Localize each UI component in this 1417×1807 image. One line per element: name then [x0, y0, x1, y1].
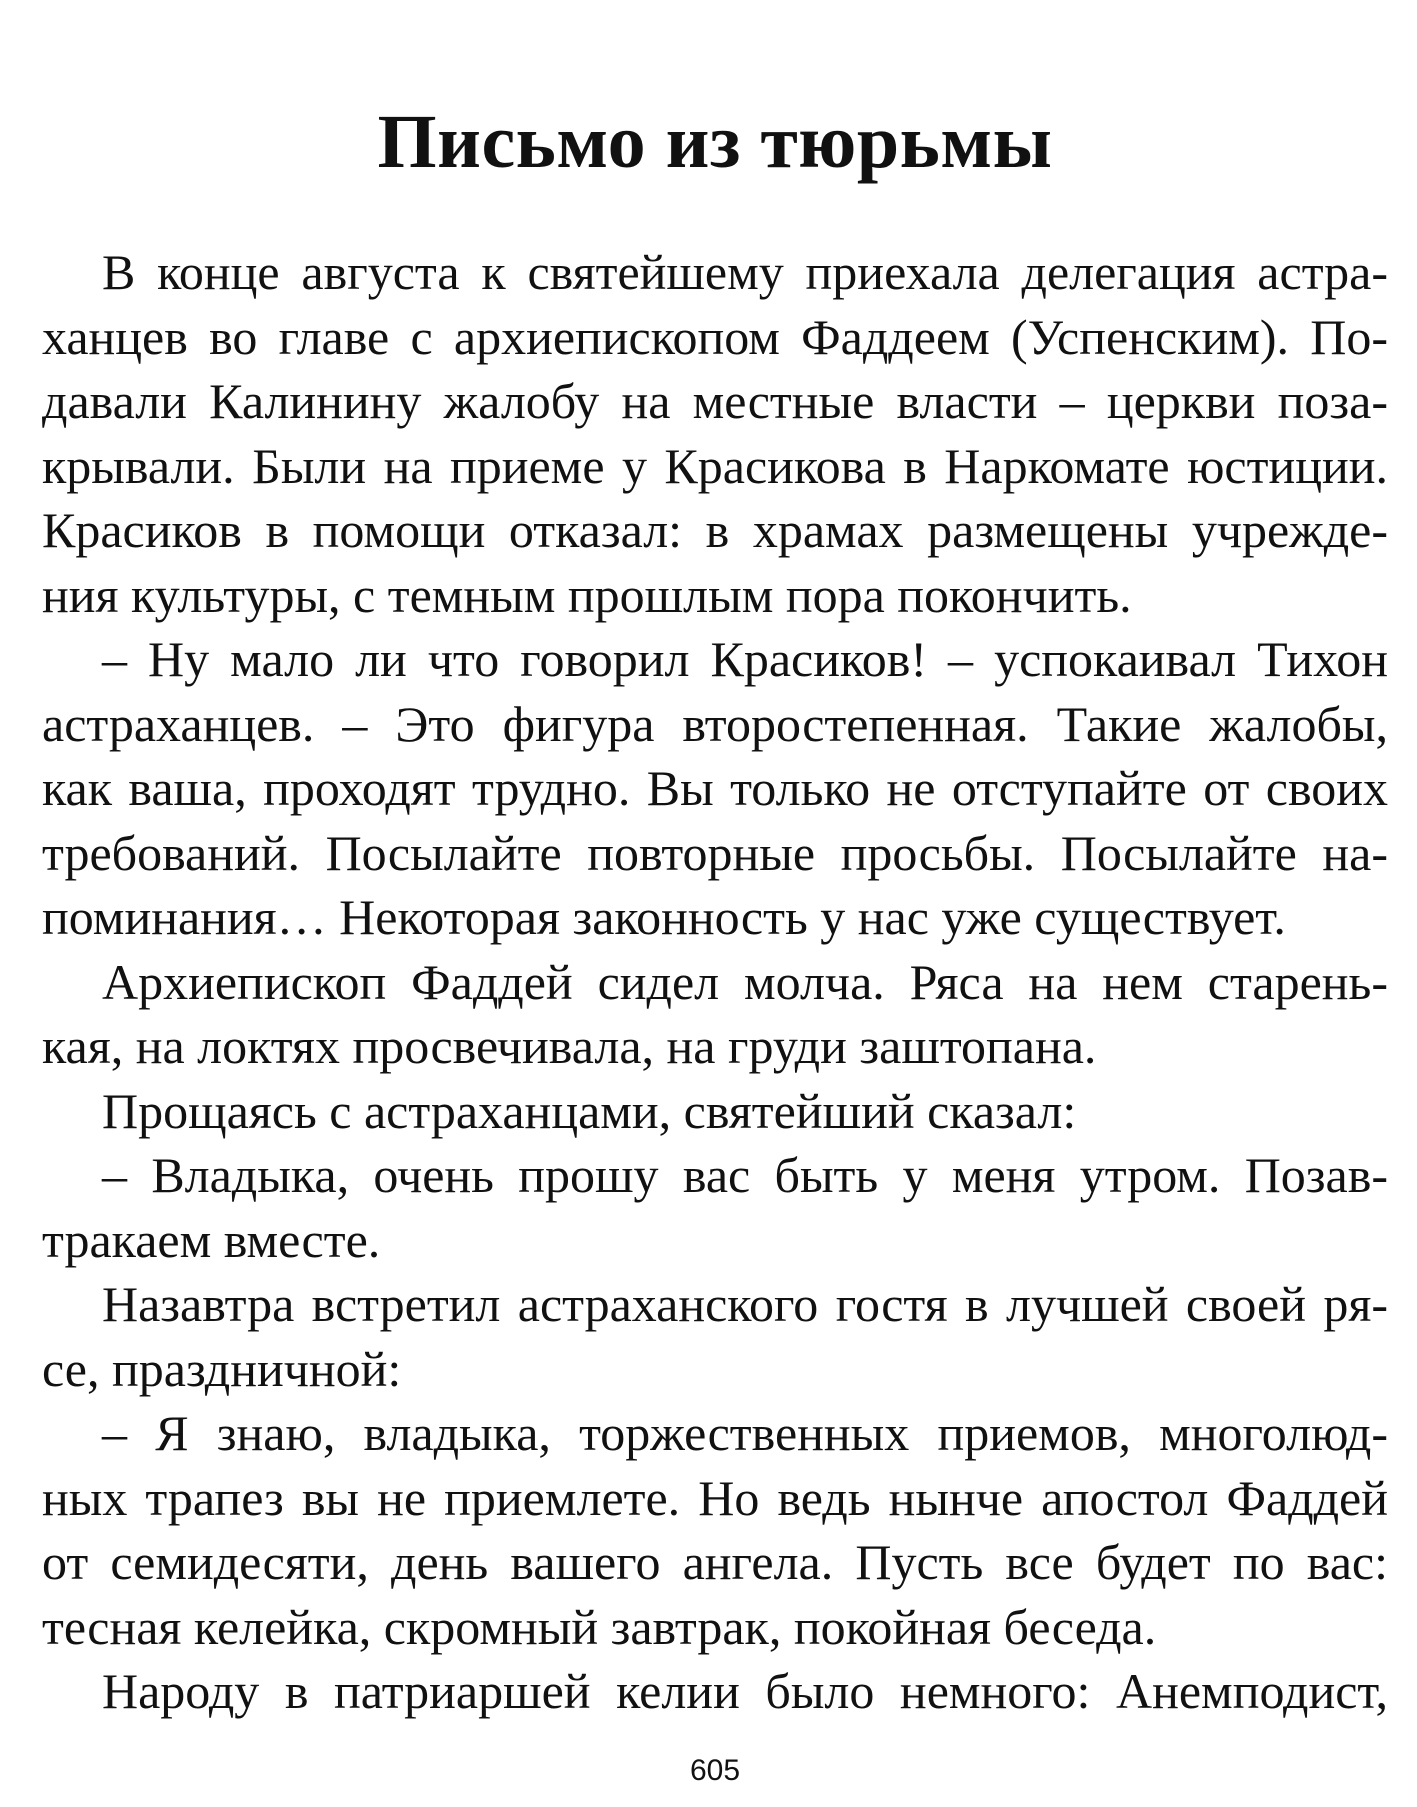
text-line: тесная келейка, скромный завтрак, покойная беседа. [42, 1598, 1157, 1655]
document-page [42, 0, 1388, 1807]
text-line: поминания… Некоторая законность у нас уже существует. [42, 889, 1286, 945]
text-line: Прощаясь с астраханцами, святейший сказал: [102, 1082, 1077, 1139]
text-line: как ваша, проходят трудно. Вы только не отступайте от своих [42, 760, 1388, 816]
text-line: от семидесяти, день вашего ангела. Пусть все будет по вас: [42, 1534, 1388, 1590]
body-text [42, 240, 1388, 1724]
text-line: ных трапез вы не приемлете. Но ведь нынче апостол Фаддей [42, 1469, 1388, 1526]
paragraph [42, 1401, 1388, 1659]
paragraph [42, 1272, 1388, 1401]
text-line: Назавтра встретил астраханского гостя в лучшей своей ря- [102, 1276, 1388, 1332]
paragraph [42, 1659, 1388, 1724]
text-line: В конце августа к святейшему приехала делегация астра- [102, 244, 1388, 300]
text-line: се, праздничной: [42, 1340, 402, 1397]
text-line: крывали. Были на приеме у Красикова в Наркомате юстиции. [42, 437, 1388, 494]
text-line: давали Калинину жалобу на местные власти – церкви поза- [42, 373, 1388, 429]
text-line: – Ну мало ли что говорил Красиков! – успокаивал Тихон [102, 631, 1388, 687]
text-line: Народу в патриаршей келии было немного: Анемподист, [102, 1663, 1388, 1719]
page-number: 605 [689, 1754, 741, 1787]
text-line: – Владыка, очень прошу вас быть у меня утром. Позав- [102, 1147, 1388, 1203]
text-line: ния культуры, с темным прошлым пора покончить. [42, 566, 1132, 623]
text-line: тракаем вместе. [42, 1211, 381, 1268]
paragraph [42, 1079, 1388, 1144]
text-line: кая, на локтях просвечивала, на груди заштопана. [42, 1018, 1097, 1074]
paragraph [42, 950, 1388, 1079]
text-line: Архиепископ Фаддей сидел молча. Ряса на нем старень- [102, 953, 1388, 1010]
text-line: – Я знаю, владыка, торжественных приемов, многолюд- [102, 1405, 1388, 1461]
paragraph [42, 1143, 1388, 1272]
text-line: требований. Посылайте повторные просьбы. Посылайте на- [42, 824, 1388, 881]
paragraph [42, 240, 1388, 627]
text-line: ханцев во главе с архиепископом Фаддеем (Успенским). По- [42, 308, 1388, 365]
paragraph [42, 627, 1388, 950]
chapter-title: Письмо из тюрьмы [377, 100, 1053, 184]
text-line: астраханцев. – Это фигура второстепенная. Такие жалобы, [42, 695, 1388, 752]
text-line: Красиков в помощи отказал: в храмах размещены учрежде- [42, 502, 1388, 558]
